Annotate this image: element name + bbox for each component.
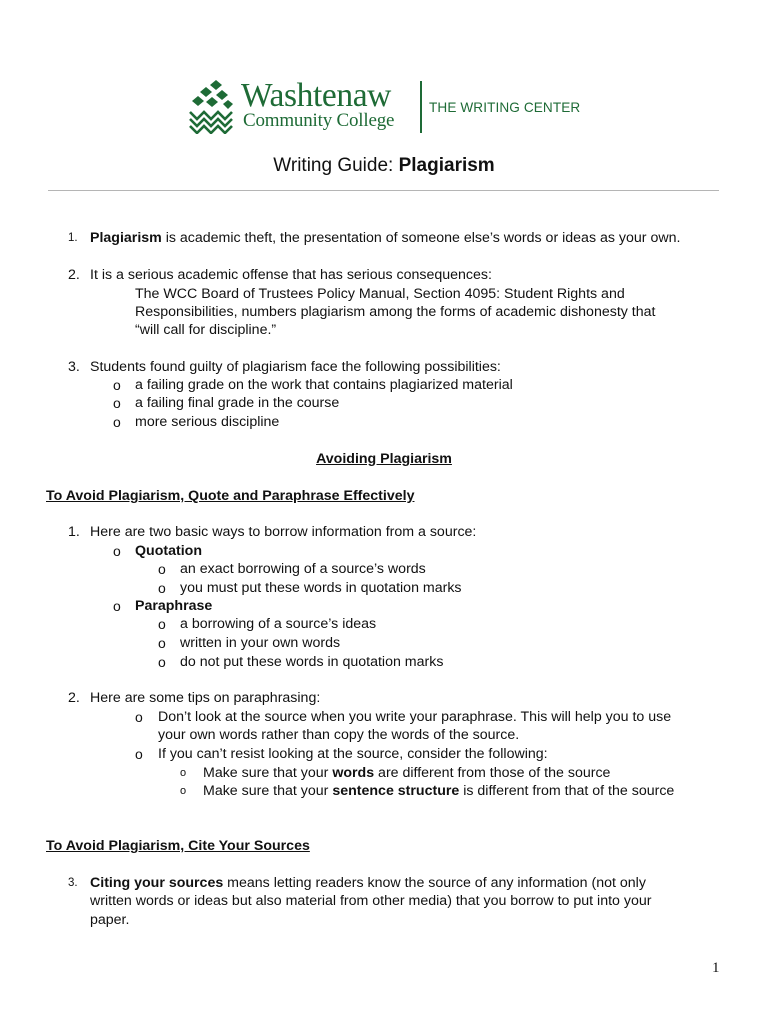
paraphrase-tip: Don’t look at the source when you write your paraphrase. This will help you to use [158, 709, 672, 725]
citing-text-line: written words or ideas but also material from other media) that you borrow to put into your [90, 893, 652, 909]
paraphrase-point: a borrowing of a source’s ideas [180, 616, 377, 632]
list-number: 2. [68, 267, 80, 283]
list-item: It is a serious academic offense that has serious consequences: [90, 267, 492, 283]
quotation-point: you must put these words in quotation marks [180, 580, 462, 596]
logo-college-subname: Community College [243, 110, 395, 131]
check-text: Make sure that your [203, 765, 333, 781]
quotation-point: an exact borrowing of a source’s words [180, 561, 426, 577]
logo-divider [420, 81, 422, 133]
bullet-marker: o [158, 654, 166, 670]
paraphrase-tip: If you can’t resist looking at the source, consider the following: [158, 746, 548, 762]
paraphrase-tip-continued: your own words rather than copy the words of the source. [158, 727, 520, 743]
bullet-marker: o [135, 746, 143, 762]
title-topic: Plagiarism [398, 155, 495, 176]
bullet-marker: o [113, 414, 121, 430]
paraphrase-check [203, 764, 610, 782]
paraphrase-label: Paraphrase [135, 598, 213, 614]
policy-note-line: The WCC Board of Trustees Policy Manual, Section 4095: Student Rights and [135, 286, 625, 302]
quotation-label: Quotation [135, 543, 202, 559]
page-number: 1 [712, 960, 720, 976]
check-text: are different from those of the source [374, 765, 611, 781]
logo-college-name: Washtenaw [241, 77, 391, 114]
list-number: 3. [68, 877, 78, 889]
list-item: Here are two basic ways to borrow information from a source: [90, 524, 477, 540]
bullet-marker: o [113, 395, 121, 411]
title-prefix: Writing Guide: [273, 155, 399, 176]
bullet-marker: o [158, 616, 166, 632]
bullet-marker: o [158, 580, 166, 596]
title-divider [48, 190, 719, 191]
list-number: 1. [68, 232, 78, 244]
bullet-marker: o [113, 598, 121, 614]
term-plagiarism: Plagiarism [90, 230, 162, 246]
consequence-item: a failing grade on the work that contains plagiarized material [135, 377, 513, 393]
list-item: Students found guilty of plagiarism face the following possibilities: [90, 359, 501, 375]
definition-text: is academic theft, the presentation of someone else’s words or ideas as your own. [161, 230, 681, 246]
bullet-marker: o [180, 785, 187, 797]
bullet-marker: o [113, 377, 121, 393]
term-citing-sources: Citing your sources [90, 875, 224, 891]
check-emphasis: words [332, 765, 375, 781]
list-item [90, 874, 646, 892]
section-heading-cite-sources: To Avoid Plagiarism, Cite Your Sources [46, 838, 310, 854]
paraphrase-check [203, 782, 674, 800]
leaf-emblem-icon [188, 78, 238, 134]
check-text: Make sure that your [203, 783, 333, 799]
list-number: 2. [68, 690, 80, 706]
citing-text: means letting readers know the source of any information (not only [223, 875, 646, 891]
list-item: Here are some tips on paraphrasing: [90, 690, 321, 706]
paraphrase-point: do not put these words in quotation marks [180, 654, 444, 670]
avoiding-heading-text: Avoiding Plagiarism [316, 451, 452, 467]
college-logo [188, 76, 588, 136]
bullet-marker: o [158, 635, 166, 651]
avoiding-heading [0, 450, 768, 468]
list-number: 1. [68, 524, 80, 540]
policy-note-line: “will call for discipline.” [135, 322, 277, 338]
consequence-item: more serious discipline [135, 414, 280, 430]
bullet-marker: o [135, 709, 143, 725]
bullet-marker: o [180, 767, 187, 779]
bullet-marker: o [113, 543, 121, 559]
citing-text-line: paper. [90, 912, 130, 928]
paraphrase-point: written in your own words [180, 635, 341, 651]
list-item [90, 229, 680, 247]
section-heading-quote-paraphrase: To Avoid Plagiarism, Quote and Paraphrase Effectively [46, 488, 415, 504]
check-text: is different from that of the source [459, 783, 675, 799]
bullet-marker: o [158, 561, 166, 577]
consequence-item: a failing final grade in the course [135, 395, 340, 411]
check-emphasis: sentence structure [332, 783, 460, 799]
page-title [0, 154, 768, 178]
policy-note-line: Responsibilities, numbers plagiarism among the forms of academic dishonesty that [135, 304, 656, 320]
logo-writing-center: THE WRITING CENTER [429, 100, 581, 115]
list-number: 3. [68, 359, 80, 375]
